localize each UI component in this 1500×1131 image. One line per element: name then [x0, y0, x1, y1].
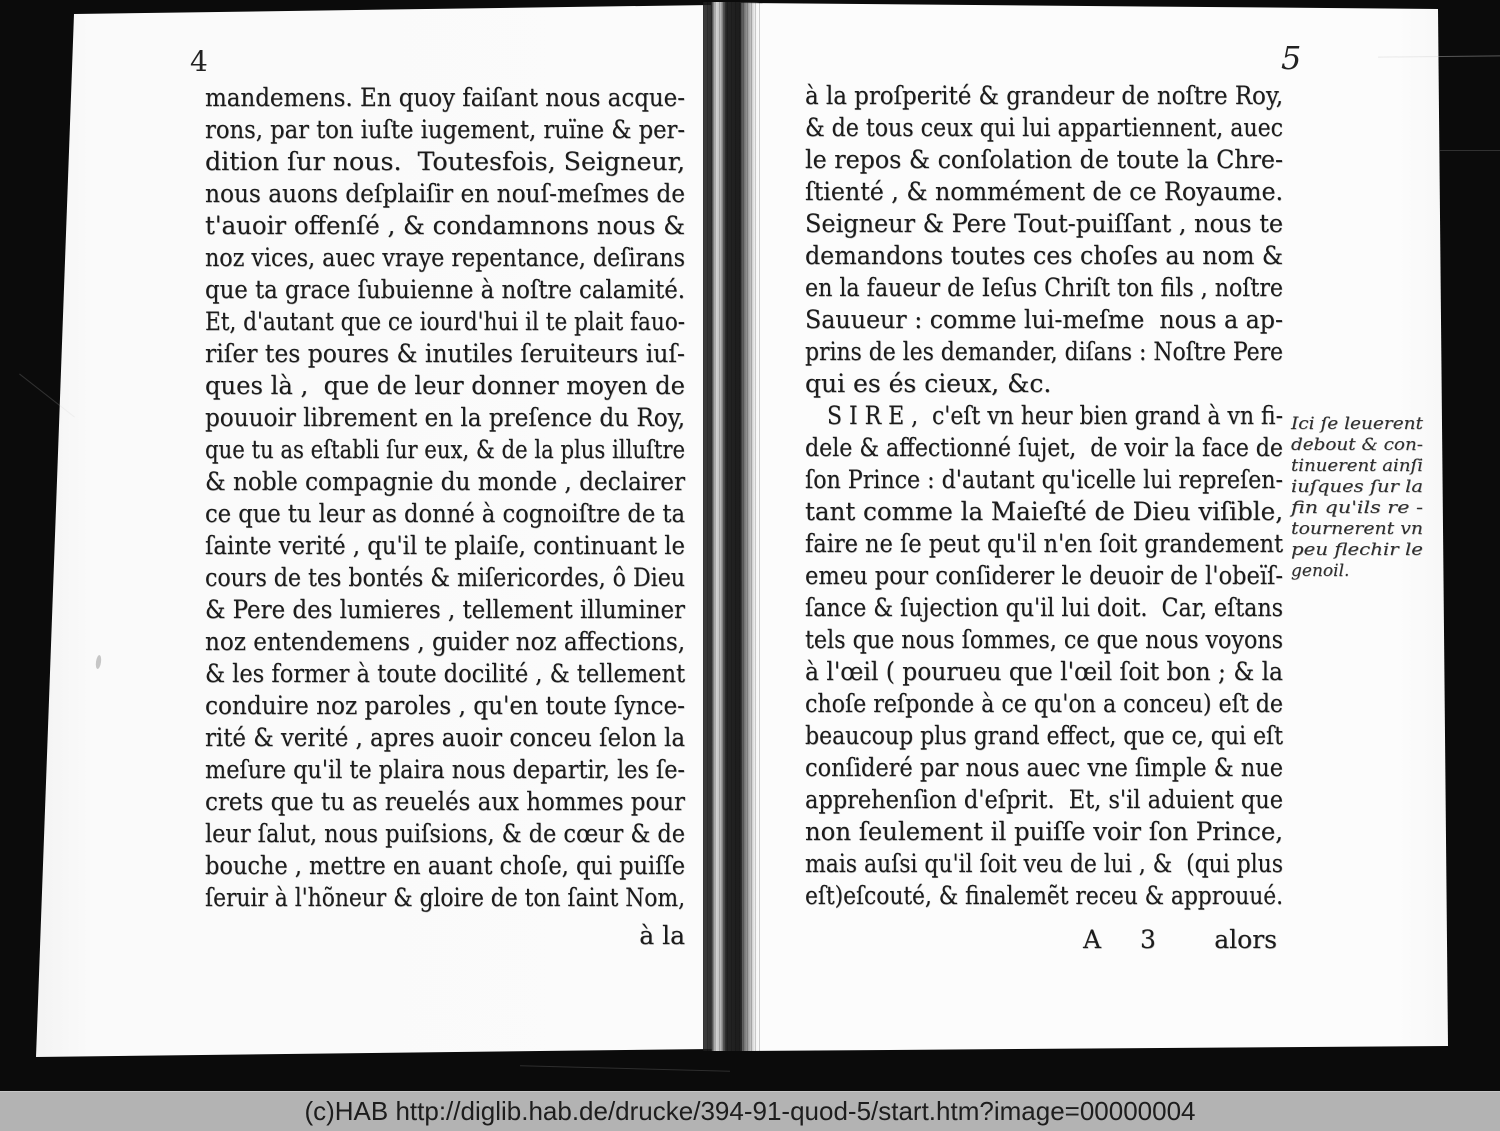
text-line: ſance & ſujection qu'il lui doit. Car, eſtans [805, 593, 1284, 622]
text-line: crets que tu as reuelés aux hommes pour [205, 787, 685, 816]
left-page-text [205, 82, 685, 914]
text-line: iuſques ſur la [1291, 477, 1424, 497]
text-line: t'auoir offenſé , & condamnons nous & [205, 211, 686, 240]
text-line: genoil. [1291, 561, 1350, 581]
text-line: ſeruir à l'hõneur & gloire de ton ſaint Nom, [205, 883, 686, 912]
text-line: noz vices, auec vraye repentance, deſirans [205, 243, 686, 272]
right-page-text [805, 80, 1283, 912]
text-line: en la faueur de Ieſus Chriſt ton fils , noſtre [805, 273, 1283, 302]
text-line: eſt)eſcouté, & finalemẽt receu & approuué. [805, 881, 1283, 910]
copyright-caption-bar [0, 1091, 1500, 1131]
text-line: prins de les demander, diſans : Noſtre Pere [805, 337, 1284, 366]
text-line: apprehenſion d'eſprit. Et, s'il aduient que [805, 785, 1283, 814]
marginal-note [1291, 414, 1423, 582]
text-line: mandemens. En quoy faiſant nous acque- [205, 83, 686, 112]
signature-line [805, 924, 1283, 956]
text-line: Ici ſe leuerent [1291, 414, 1424, 434]
left-page-catchword: à la [639, 921, 685, 950]
signature-letter: A [1083, 925, 1102, 954]
text-line: le repos & conſolation de toute la Chre- [805, 145, 1284, 174]
text-line: noz entendemens , guider noz affections, [205, 627, 686, 656]
text-line: tels que nous ſommes, ce que nous voyons [805, 625, 1283, 654]
copyright-caption-text: (c)HAB http://diglib.hab.de/drucke/394-91-quod-5/start.htm?image=00000004 [304, 1096, 1196, 1126]
text-line: conſideré par nous auec vne ſimple & nue [805, 753, 1283, 782]
page-gutter-shadow [703, 2, 760, 1051]
text-line: faire ne ſe peut qu'il n'en ſoit grandement [805, 529, 1284, 558]
text-line: meſure qu'il te plaira nous departir, les ſe- [205, 755, 685, 784]
text-line: debout & con- [1291, 435, 1424, 455]
scratch-line [1440, 150, 1500, 151]
text-line: & Pere des lumieres , tellement illuminer [205, 595, 685, 624]
text-line: tant comme la Maieſté de Dieu viſible, [805, 497, 1284, 526]
text-line: conduire noz paroles , qu'en toute ſynce- [205, 691, 685, 720]
text-line: bouche , mettre en auant choſe, qui puiſſe [205, 851, 685, 880]
text-line: demandons toutes ces choſes au nom & [805, 241, 1283, 270]
text-line: à la proſperité & grandeur de noſtre Roy, [805, 81, 1284, 110]
text-line: que ta grace ſubuienne à noſtre calamité. [205, 275, 686, 304]
text-line: fin qu'ils re - [1291, 498, 1424, 518]
scratch-line [520, 1065, 730, 1071]
text-line: qui es és cieux, &c. [805, 369, 1052, 398]
text-line: tinuerent ainſi [1291, 456, 1423, 476]
scratch-line [1378, 55, 1500, 57]
text-line: rons, par ton iuſte iugement, ruïne & per- [205, 115, 686, 144]
text-line: & de tous ceux qui lui appartiennent, auec [805, 113, 1284, 142]
text-line: ſon Prince : d'autant qu'icelle lui repreſen- [805, 465, 1283, 494]
text-line: peu flechir le [1291, 540, 1424, 560]
text-line: tournerent vn [1291, 519, 1423, 539]
text-line: ſtienté , & nommément de ce Royaume. [805, 177, 1284, 206]
right-page-catchword: alors [1214, 925, 1277, 954]
text-line: Et, d'autant que ce iourd'hui il te plait fauo- [205, 307, 686, 336]
text-line: ques là , que de leur donner moyen de [205, 371, 686, 400]
left-page-number: 4 [190, 45, 208, 78]
text-line: nous auons deſplaiſir en nouſ-meſmes de [205, 179, 686, 208]
signature-number: 3 [1140, 925, 1156, 954]
text-line: & les former à toute docilité , & tellement [205, 659, 686, 688]
text-line: & noble compagnie du monde , declairer [205, 467, 686, 496]
text-line: choſe reſponde à ce qu'on a conceu) eſt de [805, 689, 1283, 718]
text-line: S I R E , c'eſt vn heur bien grand à vn fi- [805, 401, 1283, 430]
text-line: ce que tu leur as donné à cognoiſtre de ta [205, 499, 685, 528]
text-line: leur ſalut, nous puiſsions, & de cœur & de [205, 819, 686, 848]
text-line: que tu as eſtabli ſur eux, & de la plus illuſtre [205, 435, 686, 464]
text-line: rité & verité , apres auoir conceu ſelon la [205, 723, 685, 752]
text-line: Seigneur & Pere Tout-puiſſant , nous te [805, 209, 1283, 238]
right-page-number: 5 [1281, 39, 1302, 77]
text-line: beaucoup plus grand effect, que ce, qui eſt [805, 721, 1283, 750]
text-line: non ſeulement il puiſſe voir ſon Prince, [805, 817, 1284, 846]
text-line: dele & affectionné ſujet, de voir la face de [805, 433, 1283, 462]
text-line: riſer tes poures & inutiles ſeruiteurs iuſ- [205, 339, 685, 368]
text-line: dition ſur nous. Toutesfois, Seigneur, [205, 147, 686, 176]
text-line: pouuoir librement en la preſence du Roy, [205, 403, 686, 432]
text-line: ſainte verité , qu'il te plaiſe, continuant le [205, 531, 685, 560]
text-line: emeu pour conſiderer le deuoir de l'obeïſ- [805, 561, 1283, 590]
text-line: à l'œil ( pourueu que l'œil ſoit bon ; & la [805, 657, 1283, 686]
text-line: Sauueur : comme lui-meſme nous a ap- [805, 305, 1284, 334]
text-line: cours de tes bontés & miſericordes, ô Dieu [205, 563, 686, 592]
text-line: mais auſsi qu'il ſoit veu de lui , & (qui plus [805, 849, 1283, 878]
